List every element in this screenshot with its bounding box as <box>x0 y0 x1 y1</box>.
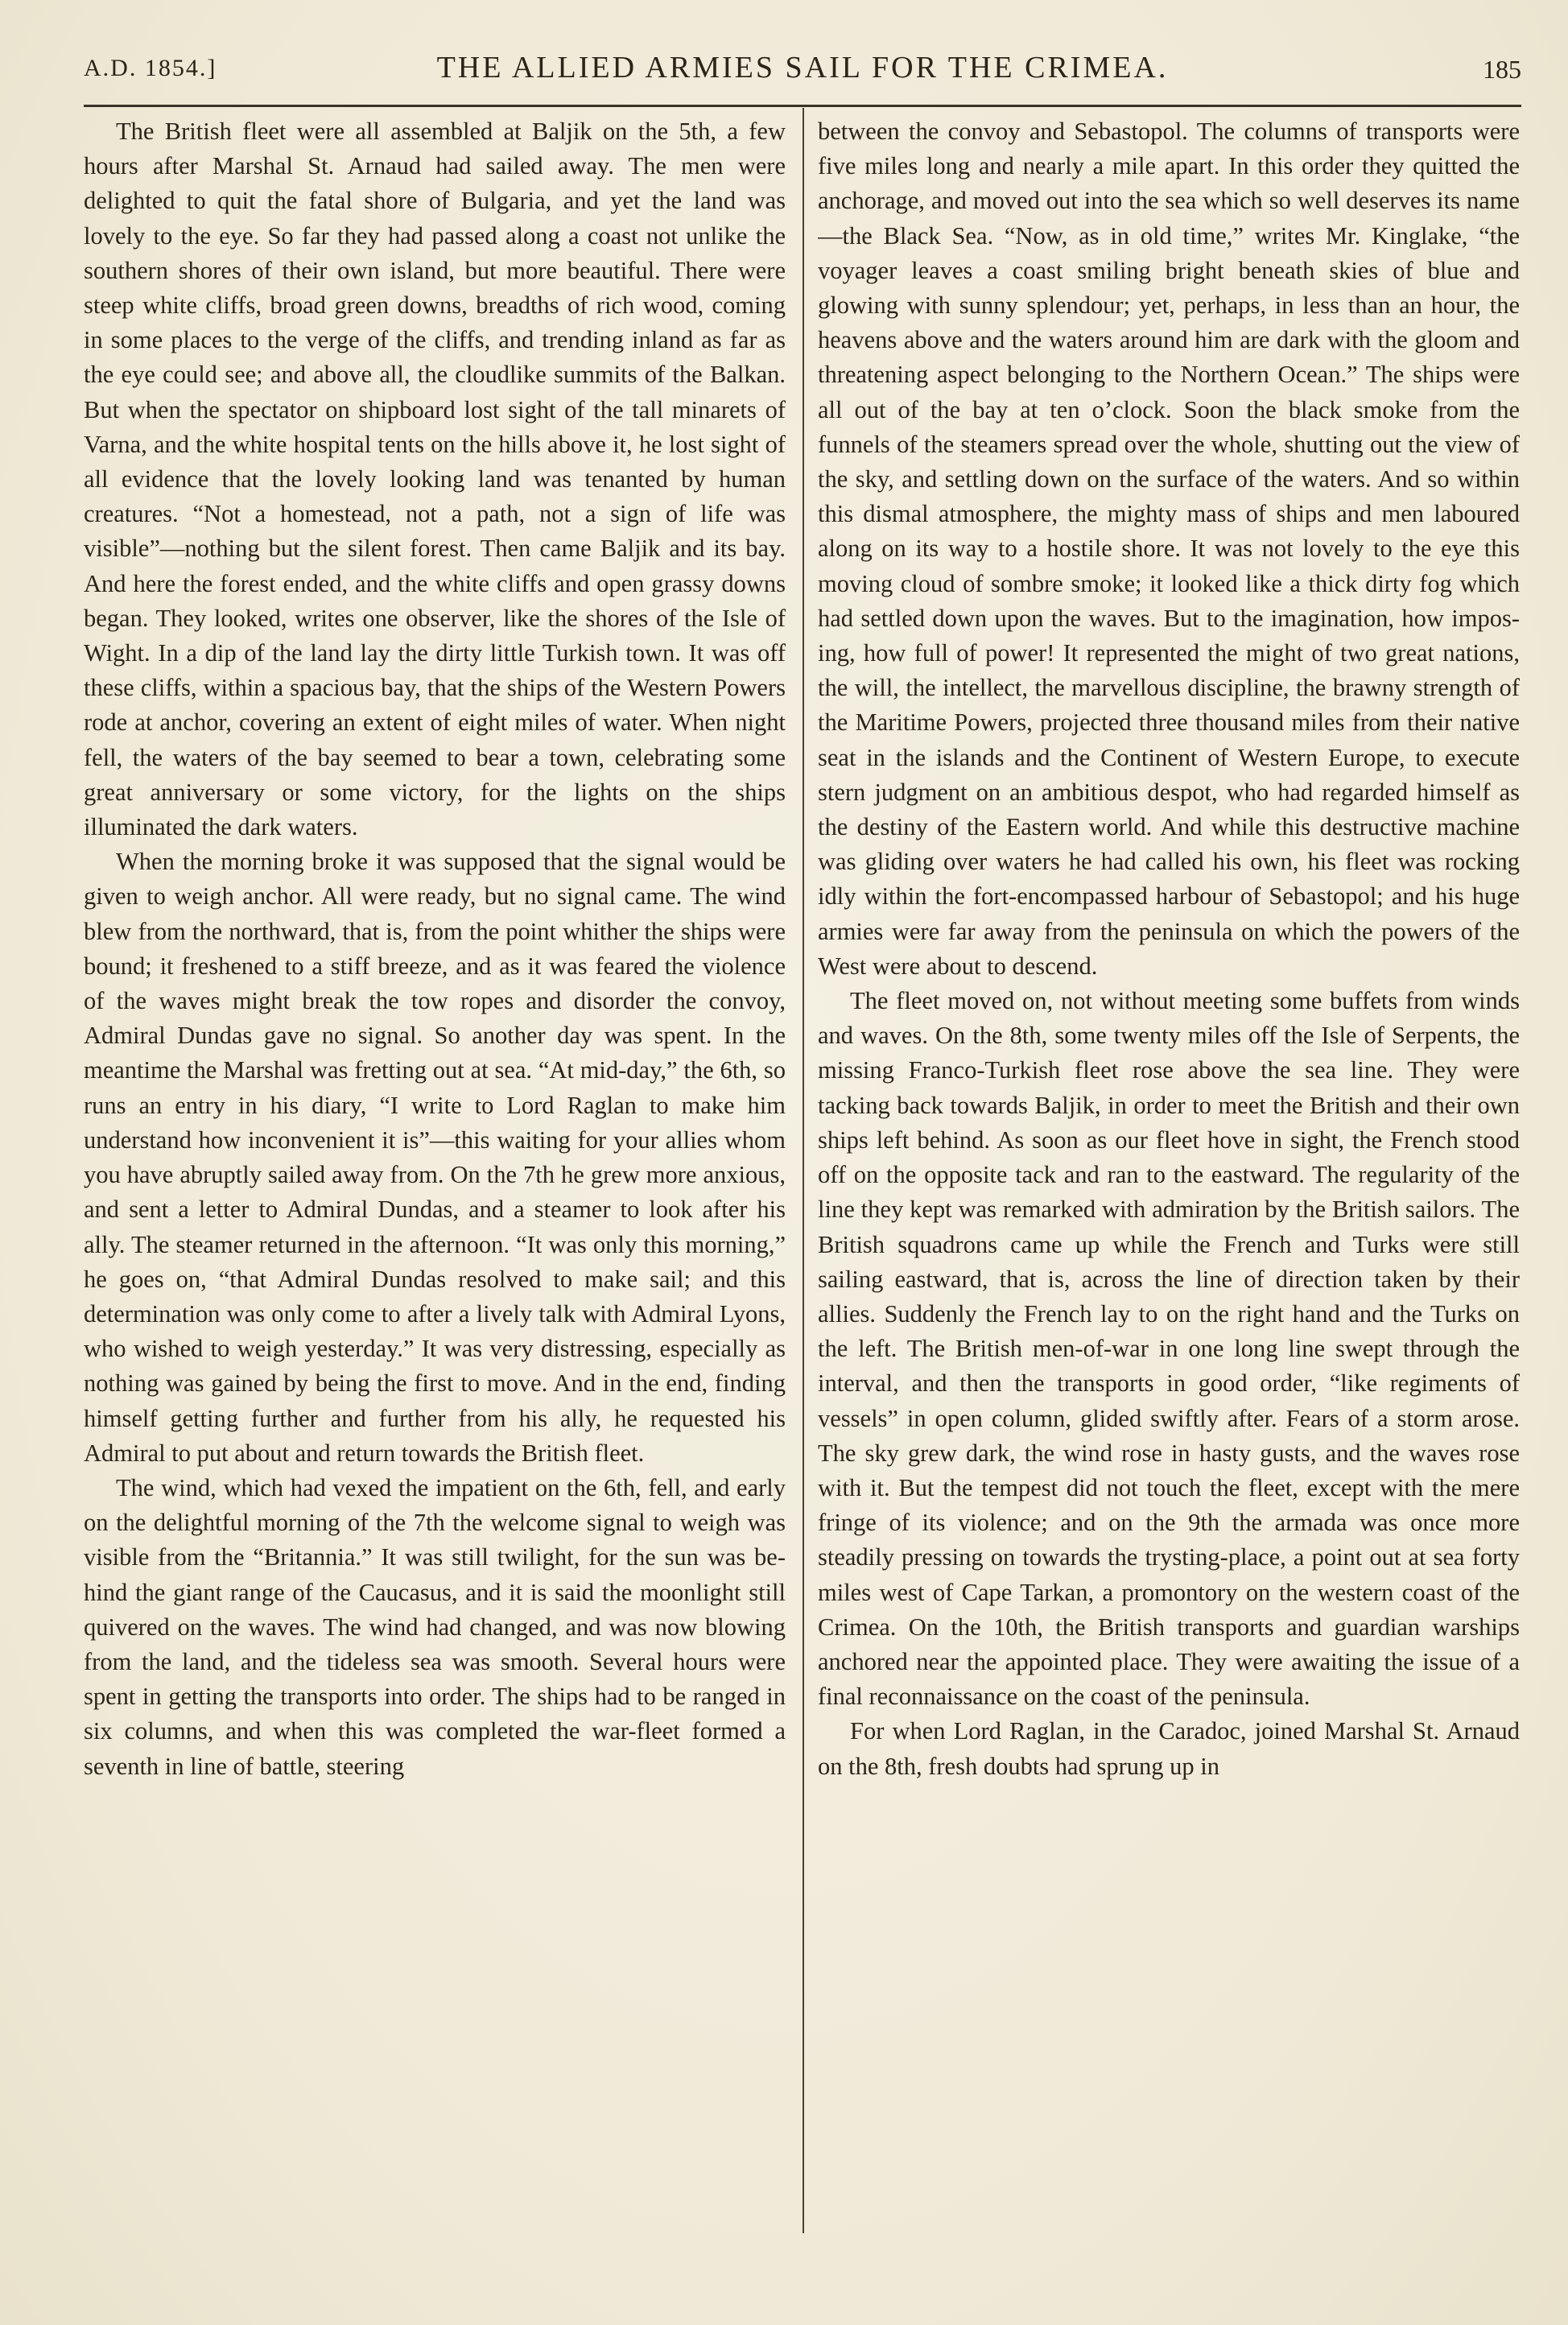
header-rule <box>84 105 1521 107</box>
paragraph: When the morning broke it was supposed that the signal would be given to weigh anchor. All were ready, but no signal came. The wind blew from the northward, that is, from the point whither the ships were bound; it freshened to a stiff breeze, and as it was feared the violence of the waves might break the tow ropes and disorder the convoy, Admiral Dundas gave no signal. So another day was spent. In the meantime the Marshal was fretting out at sea. “At mid-day,” the 6th, so runs an entry in his diary, “I write to Lord Raglan to make him understand how inconvenient it is”—this waiting for your allies whom you have abruptly sailed away from. On the 7th he grew more anxious, and sent a letter to Admiral Dundas, and a steamer to look after his ally. The steamer returned in the afternoon. “It was only this morning,” he goes on, “that Admiral Dundas resolved to make sail; and this determination was only come to after a lively talk with Admiral Lyons, who wished to weigh yesterday.” It was very distressing, especially as nothing was gained by being the first to move. And in the end, finding himself getting further and further from his ally, he requested his Admiral to put about and return towards the British fleet. <box>84 848 786 1467</box>
paragraph-continued: between the convoy and Sebastopol. The columns of transports were five miles long and nearly a mile apart. In this order they quitted the anchorage, and moved out into the sea which so well deserves its name—the Black Sea. “Now, as in old time,” writes Mr. Kinglake, “the voyager leaves a coast smiling bright beneath skies of blue and glowing with sunny splendour; yet, perhaps, in less than an hour, the heavens above and the waters around him are dark with the gloom and threatening aspect belonging to the Northern Ocean.” The ships were all out of the bay at ten o’clock. Soon the black smoke from the funnels of the steamers spread over the whole, shutting out the view of the sky, and settling down on the surface of the waters. And so within this dismal atmosphere, the mighty mass of ships and men laboured along on its way to a hostile shore. It was not lovely to the eye this moving cloud of sombre smoke; it looked like a thick dirty fog which had settled down upon the waves. But to the imagination, how imposing, how full of power! It represented the might of two great nations, the will, the intellect, the marvellous discipline, the brawny strength of the Maritime Powers, projected three thousand miles from their native seat in the islands and the Continent of Western Europe, to execute stern judgment on an ambitious despot, who had regarded himself as the destiny of the Eastern world. And while this destructive machine was gliding over waters he had called his own, his fleet was rocking idly within the fort-encompassed harbour of Sebastopol; and his huge armies were far away from the peninsula on which the powers of the West were about to descend. <box>818 118 1520 980</box>
page-number: 185 <box>1483 55 1521 84</box>
paragraph: For when Lord Raglan, in the Caradoc, joined Marshal St. Arnaud on the 8th, fresh doubts had sprung up in <box>818 1717 1520 1780</box>
paragraph: The fleet moved on, not without meeting some buffets from winds and waves. On the 8th, some twenty miles off the Isle of Serpents, the missing Franco-Turkish fleet rose above the sea line. They were tacking back towards Baljik, in order to meet the British and their own ships left behind. As soon as our fleet hove in sight, the French stood off on the opposite tack and ran to the eastward. The regularity of the line they kept was remarked with admiration by the British sailors. The British squadrons came up while the French and Turks were still sailing eastward, that is, across the line of direction taken by their allies. Suddenly the French lay to on the right hand and the Turks on the left. The British men-of-war in one long line swept through the interval, and then the transports in good order, “like regiments of vessels” in open column, glided swiftly after. Fears of a storm arose. The sky grew dark, the wind rose in hasty gusts, and the waves rose with it. But the tempest did not touch the fleet, except with the mere fringe of its violence; and on the 9th the armada was once more steadily pressing on towards the trysting-place, a point out at sea forty miles west of Cape Tarkan, a promontory on the western coast of the Crimea. On the 10th, the British transports and guardian warships anchored near the appointed place. They were awaiting the issue of a final reconnaissance on the coast of the peninsula. <box>818 987 1520 1711</box>
chapter-title: THE ALLIED ARMIES SAIL FOR THE CRIMEA. <box>436 51 1169 85</box>
paragraph: The wind, which had vexed the impatient on the 6th, fell, and early on the delightful morning of the 7th the welcome signal to weigh was visible from the “Britannia.” It was still twilight, for the sun was behind the giant range of the Caucasus, and it is said the moonlight still quivered on the waves. The wind had changed, and was now blowing from the land, and the tideless sea was smooth. Several hours were spent in getting the transports into order. The ships had to be ranged in six columns, and when this was completed the war-fleet formed a seventh in line of battle, steering <box>84 1473 786 1780</box>
header-date: A.D. 1854.] <box>84 55 217 81</box>
running-head <box>84 50 1521 90</box>
left-column <box>84 114 786 2240</box>
paragraph: The British fleet were all assembled at Baljik on the 5th, a few hours after Marshal St. Arnaud had sailed away. The men were delighted to quit the fatal shore of Bulgaria, and yet the land was lovely to the eye. So far they had passed along a coast not unlike the southern shores of their own island, but more beautiful. There were steep white cliffs, broad green downs, breadths of rich wood, coming in some places to the verge of the cliffs, and trending inland as far as the eye could see; and above all, the cloudlike summits of the Balkan. But when the spectator on shipboard lost sight of the tall minarets of Varna, and the white hospital tents on the hills above it, he lost sight of all evidence that the lovely looking land was tenanted by human creatures. “Not a homestead, not a path, not a sign of life was visible”—nothing but the silent forest. Then came Baljik and its bay. And here the forest ended, and the white cliffs and open grassy downs began. They looked, writes one observer, like the shores of the Isle of Wight. In a dip of the land lay the dirty little Turkish town. It was off these cliffs, within a spacious bay, that the ships of the Western Powers rode at anchor, covering an extent of eight miles of water. When night fell, the waters of the bay seemed to bear a town, celebrating some great anniversary or some victory, for the lights on the ships illuminated the dark waters. <box>84 118 786 841</box>
right-column <box>818 114 1520 2240</box>
column-divider <box>803 108 804 2233</box>
